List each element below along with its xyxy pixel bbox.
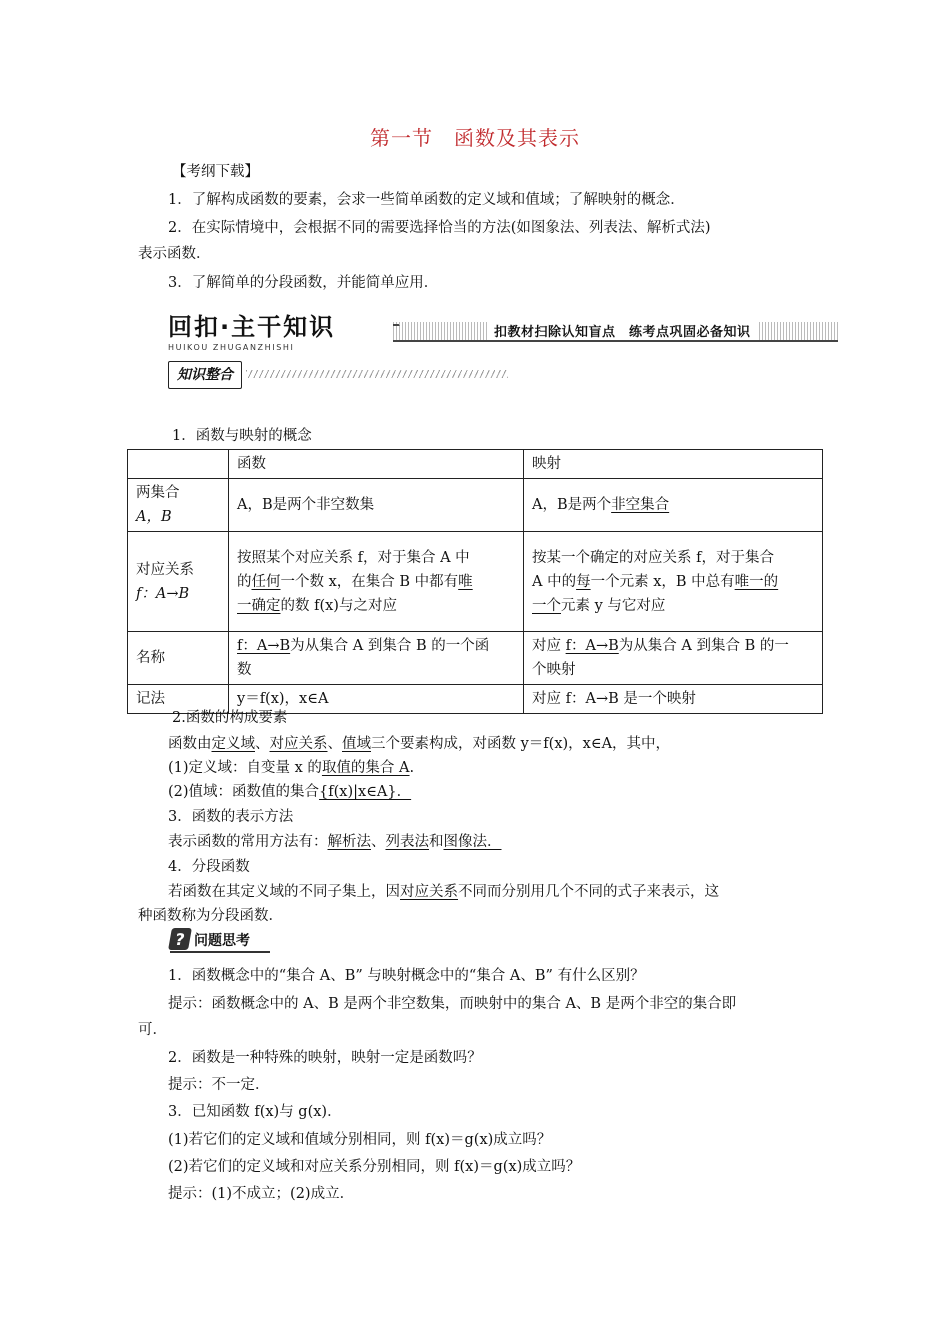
- underline-term: 列表法: [385, 834, 429, 850]
- text: 三个要素构成，对函数 y＝f(x)，x∈A，其中，: [371, 736, 671, 752]
- label-line: 两集合: [136, 485, 180, 501]
- cell-underline: 一确定: [237, 597, 281, 614]
- question-line: 1．函数概念中的“集合 A、B” 与映射概念中的“集合 A、B” 有什么区别？: [168, 968, 645, 984]
- table-cell: A，B是两个非空数集: [229, 479, 524, 532]
- outline-item: 表示函数．: [138, 246, 211, 262]
- underline-term: 取值的集合 A: [321, 760, 410, 776]
- section-banner: [168, 312, 838, 354]
- underline-term: 解析法: [327, 834, 371, 850]
- paragraph-line: [168, 782, 411, 802]
- cell-text: 数: [237, 662, 252, 678]
- label-line: f：A→B: [136, 585, 190, 602]
- table-cell: y＝f(x)，x∈A: [229, 685, 524, 714]
- question-line: 提示：不一定．: [168, 1077, 270, 1093]
- table-row: [128, 532, 823, 632]
- table-header-cell: [128, 450, 229, 479]
- section-title: 1．函数与映射的概念: [172, 428, 312, 444]
- table-cell: [229, 532, 524, 632]
- cell-text: A，B是两个: [532, 497, 612, 513]
- cell-underline: 唯: [458, 573, 473, 590]
- text: 若函数在其定义域的不同子集上，因: [168, 884, 400, 900]
- cell-text: 按某一个确定的对应关系 f，对于集合: [532, 549, 774, 566]
- question-line: (2)若它们的定义域和对应关系分别相同，则 f(x)＝g(x)成立吗？: [168, 1159, 581, 1175]
- question-line: 3．已知函数 f(x)与 g(x)．: [168, 1104, 342, 1120]
- cell-text: 为从集合 A 到集合 B 的一个函: [290, 638, 490, 654]
- cell-text: 按照某个对应关系 f，对于集合 A 中: [237, 549, 470, 566]
- outline-header: 【考纲下载】: [172, 164, 259, 180]
- row-label: [128, 532, 229, 632]
- table-cell: [524, 532, 823, 632]
- tag-hatch: [246, 370, 508, 378]
- cell-underline: 唯一的: [734, 573, 779, 590]
- table-header-row: [128, 450, 823, 479]
- question-line: 可．: [138, 1022, 167, 1038]
- table-cell: [229, 632, 524, 685]
- cell-text: 的数 f(x)与之对应: [280, 597, 397, 614]
- question-tag: [170, 928, 250, 952]
- paragraph-line: (1)定义域：自变量 x 的取值的集合 A.: [168, 760, 415, 776]
- paragraph-line: [168, 832, 502, 852]
- outline-item: 3．了解简单的分段函数，并能简单应用．: [168, 275, 439, 291]
- text: 、: [327, 736, 342, 752]
- label-line: 对应关系: [136, 561, 194, 578]
- table-header-cell: 函数: [229, 450, 524, 479]
- label-line: A，B: [136, 509, 172, 525]
- outline-item: 1．了解构成函数的要素，会求一些简单函数的定义域和值域；了解映射的概念．: [168, 192, 685, 208]
- banner-slogan: 扣教材扫除认知盲点 练考点巩固必备知识: [488, 321, 757, 340]
- text: 函数由: [168, 736, 212, 752]
- text: 表示函数的常用方法有：: [168, 834, 328, 850]
- section-title: 4．分段函数: [168, 859, 250, 875]
- cell-text: A 中的: [532, 573, 577, 590]
- cell-text: 为从集合 A 到集合 B 的一: [618, 638, 789, 654]
- row-label: 记法: [128, 685, 229, 714]
- text: 不同而分别用几个不同的式子来表示，这: [458, 884, 719, 900]
- cell-text: 元素 y 与它对应: [561, 597, 666, 614]
- underline-term: 值域: [342, 736, 371, 752]
- question-line: (1)若它们的定义域和值域分别相同，则 f(x)＝g(x)成立吗？: [168, 1132, 552, 1148]
- underline-term: 对应关系: [269, 736, 328, 752]
- text: (1)定义域：自变量 x 的: [168, 760, 322, 776]
- banner-pinyin: HUIKOU ZHUGANZHISHI: [168, 343, 295, 352]
- cell-underline: 每: [576, 573, 591, 590]
- cell-underline: f：A→B: [237, 638, 291, 654]
- cell-text: 的: [237, 573, 252, 590]
- banner-title: 回扣·主干知识: [168, 312, 393, 342]
- table-cell: [524, 632, 823, 685]
- underline-term: 定义域: [211, 736, 255, 752]
- table-row: [128, 632, 823, 685]
- text: (2)值域：函数值的集合: [168, 784, 320, 800]
- text: 、: [255, 736, 270, 752]
- paragraph-line: [168, 882, 719, 902]
- underline-term: 图像法．: [443, 834, 502, 850]
- cell-text: 一个数 x，在集合 B 中都有: [280, 573, 459, 590]
- text: 和: [429, 834, 444, 850]
- question-line: 提示：函数概念中的 A、B 是两个非空数集，而映射中的集合 A、B 是两个非空的集合即: [168, 996, 737, 1012]
- table-header-cell: 映射: [524, 450, 823, 479]
- table-cell: [524, 479, 823, 532]
- cell-underline: f：A→B: [565, 638, 619, 654]
- question-mark-icon: ?: [168, 928, 192, 950]
- cell-text: 对应: [532, 638, 566, 654]
- question-line: 提示：(1)不成立；(2)成立．: [168, 1186, 355, 1202]
- question-line: 2．函数是一种特殊的映射，映射一定是函数吗？: [168, 1050, 482, 1066]
- question-tag-label: 问题思考: [194, 933, 250, 949]
- cell-text: 个映射: [532, 662, 576, 678]
- table-row: [128, 479, 823, 532]
- question-tag-underline: [170, 951, 270, 953]
- cell-underline: 一个: [532, 597, 561, 614]
- concept-table: [127, 449, 823, 714]
- table-cell: 对应 f：A→B 是一个映射: [524, 685, 823, 714]
- page-title: 第一节 函数及其表示: [370, 126, 580, 150]
- section-title: 2.函数的构成要素: [172, 710, 288, 726]
- text: 、: [371, 834, 386, 850]
- cell-underline: 非空集合: [611, 497, 670, 513]
- cell-text: 一个元素 x，B 中总有: [590, 573, 735, 590]
- row-label: 名称: [128, 632, 229, 685]
- underline-term: 对应关系: [400, 884, 458, 900]
- paragraph-line: [168, 734, 670, 754]
- section-title: 3．函数的表示方法: [168, 809, 294, 825]
- outline-item: 2．在实际情境中，会根据不同的需要选择恰当的方法(如图象法、列表法、解析式法): [168, 220, 711, 236]
- cell-underline: 任何: [251, 573, 281, 590]
- underline-term: {f(x)|x∈A}．: [319, 784, 412, 800]
- row-label: [128, 479, 229, 532]
- knowledge-tag: 知识整合: [168, 361, 242, 389]
- paragraph-line: 种函数称为分段函数．: [138, 908, 283, 924]
